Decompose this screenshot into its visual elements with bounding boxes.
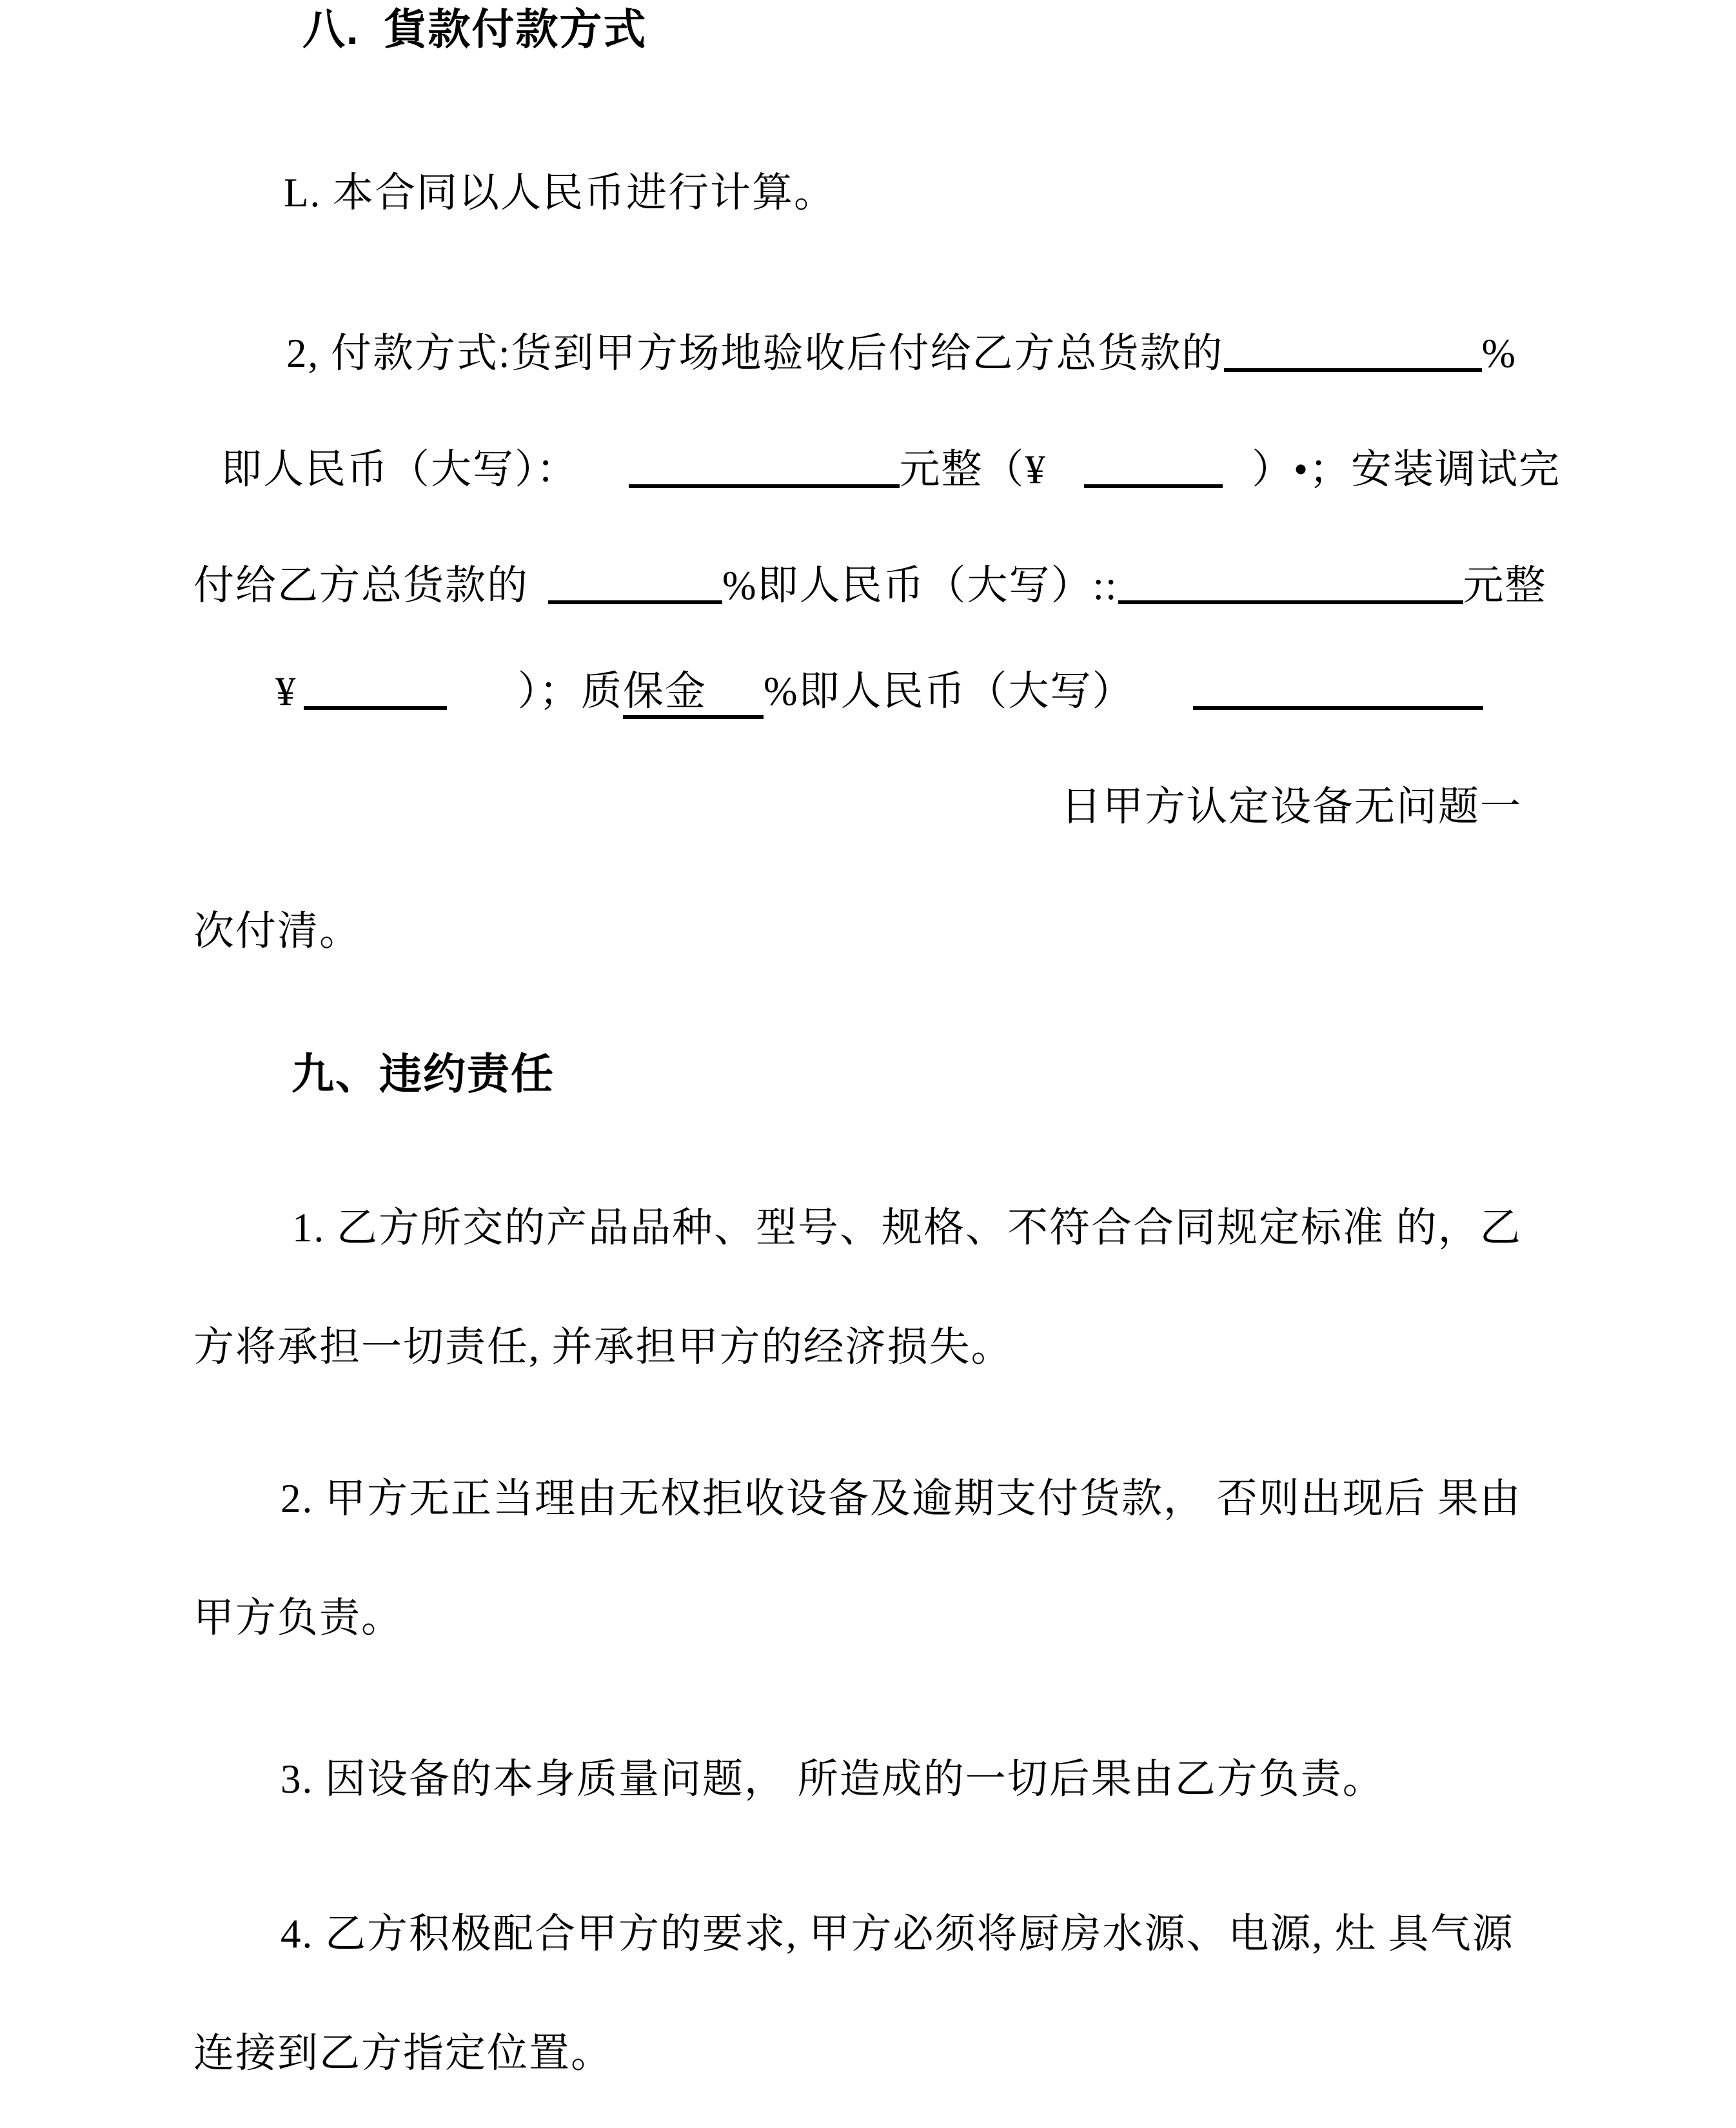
line-warranty: [275, 665, 1483, 714]
blank-underline: [1224, 328, 1482, 372]
blank-underline: [1118, 560, 1463, 604]
clause-breach-4-line2: [193, 2030, 613, 2076]
paid-off-text: 次付清。: [193, 909, 361, 954]
line-acceptance-confirm: [1061, 783, 1522, 830]
yen-sign: ¥: [275, 669, 297, 714]
line-rmb-capital-first: [221, 444, 1561, 493]
clause-breach-2-text: 2. 甲方无正当理由无权拒收设备及逾期支付货款， 否则出现后 果由: [281, 1476, 1522, 1521]
yuan-zheng-text: 元整: [1463, 563, 1547, 608]
clause-breach-2-line1: [281, 1475, 1522, 1522]
acceptance-confirm-text: 日甲方认定设备无问题一: [1061, 784, 1522, 829]
rmb-amount-label: 元整（¥: [899, 447, 1047, 492]
warranty-baojin-underlined: 保金: [623, 669, 764, 719]
clause-breach-2-cont: 甲方负责。: [193, 1595, 403, 1640]
section-heading-payment: [302, 5, 647, 54]
section-heading-breach: [291, 1050, 555, 1099]
clause-breach-4-text: 4. 乙方积极配合甲方的要求, 甲方必须将厨房水源、电源, 灶 具气源: [281, 1911, 1514, 1956]
clause-currency: [284, 170, 836, 216]
install-debug-text: ）•；安装调试完: [1252, 447, 1561, 492]
blank-underline: [629, 444, 900, 488]
percent-sign: %: [1481, 331, 1517, 376]
clause-breach-4-cont: 连接到乙方指定位置。: [193, 2031, 613, 2076]
clause-payment-method: [286, 328, 1517, 377]
section-number: 九、: [291, 1050, 379, 1098]
warranty-close-paren: ）；质: [517, 669, 623, 714]
line-second-payment: [193, 560, 1547, 609]
clause-breach-1-line1: [292, 1205, 1522, 1251]
second-payment-mid: %即人民币（大写）::: [722, 563, 1118, 608]
blank-underline: [548, 560, 722, 604]
clause-breach-3-text: 3. 因设备的本身质量问题， 所造成的一切后果由乙方负责。: [281, 1757, 1385, 1802]
clause-currency-text: L. 本合同以人民币进行计算。: [284, 170, 836, 215]
clause-breach-4-line1: [281, 1911, 1514, 1957]
clause-breach-1-text: 1. 乙方所交的产品品种、型号、规格、不符合合同规定标准 的，乙: [292, 1205, 1522, 1250]
section-number: 八.: [302, 5, 360, 53]
clause-breach-1-cont: 方将承担一切责任, 并承担甲方的经济损失。: [193, 1325, 1013, 1370]
blank-underline: [1084, 444, 1223, 488]
second-payment-lead: 付给乙方总货款的: [193, 563, 529, 608]
blank-underline: [304, 665, 447, 710]
clause-breach-1-line2: [193, 1324, 1013, 1370]
section-title: 貨款付款方式: [384, 5, 647, 53]
clause-breach-3: [281, 1756, 1385, 1802]
warranty-mid-text: %即人民币（大写）: [764, 669, 1134, 714]
clause-breach-2-line2: [193, 1595, 403, 1641]
section-title: 违约责任: [379, 1050, 555, 1098]
payment-method-text: 2, 付款方式:货到甲方场地验收后付给乙方总货款的: [286, 331, 1224, 376]
rmb-capital-label: 即人民币（大写）：: [221, 447, 578, 492]
blank-underline: [1193, 665, 1483, 710]
line-paid-off: [193, 908, 361, 954]
